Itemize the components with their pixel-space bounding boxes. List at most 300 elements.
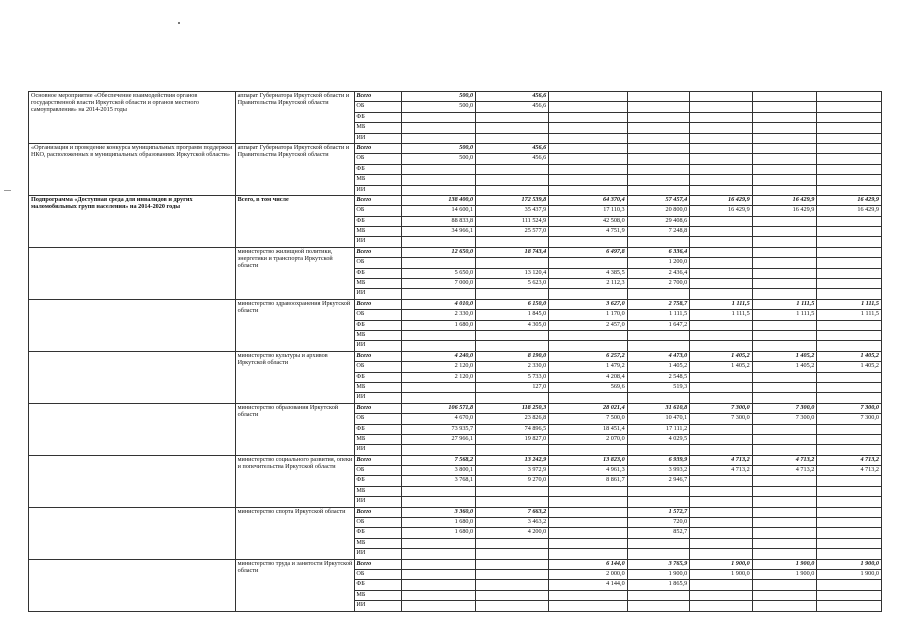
amount-cell xyxy=(476,258,549,268)
amount-cell: 4 713,2 xyxy=(690,466,753,476)
amount-cell xyxy=(752,92,817,102)
amount-cell xyxy=(690,102,753,112)
amount-cell xyxy=(752,133,817,143)
amount-cell: 2 112,3 xyxy=(549,279,627,289)
amount-cell xyxy=(549,123,627,133)
amount-cell: 4 473,0 xyxy=(627,351,690,361)
amount-cell xyxy=(817,258,882,268)
amount-cell xyxy=(690,497,753,507)
executor-name: министерство спорта Иркутской области xyxy=(235,507,355,559)
amount-cell xyxy=(752,497,817,507)
amount-cell xyxy=(817,393,882,403)
amount-cell xyxy=(401,601,475,611)
amount-cell xyxy=(401,580,475,590)
amount-cell: 23 826,8 xyxy=(476,414,549,424)
amount-cell: 4 029,5 xyxy=(627,434,690,444)
amount-cell xyxy=(476,330,549,340)
amount-cell xyxy=(401,289,475,299)
amount-cell xyxy=(752,123,817,133)
amount-cell: 7 663,2 xyxy=(476,507,549,517)
amount-cell xyxy=(401,538,475,548)
amount-cell xyxy=(401,112,475,122)
amount-cell xyxy=(817,601,882,611)
amount-cell xyxy=(627,175,690,185)
amount-cell xyxy=(752,382,817,392)
amount-cell: 1 111,5 xyxy=(690,310,753,320)
amount-cell: 3 765,9 xyxy=(627,559,690,569)
amount-cell: 1 111,5 xyxy=(817,299,882,309)
amount-cell xyxy=(690,216,753,226)
amount-cell xyxy=(549,289,627,299)
amount-cell xyxy=(627,341,690,351)
amount-cell xyxy=(549,497,627,507)
amount-cell xyxy=(817,320,882,330)
amount-cell: 1 111,5 xyxy=(752,299,817,309)
funding-source: Всего xyxy=(355,559,402,569)
amount-cell: 16 429,9 xyxy=(817,195,882,205)
amount-cell: 4 385,5 xyxy=(549,268,627,278)
funding-source: ИИ xyxy=(355,601,402,611)
amount-cell xyxy=(690,486,753,496)
amount-cell xyxy=(627,102,690,112)
amount-cell: 2 457,0 xyxy=(549,320,627,330)
amount-cell: 64 370,4 xyxy=(549,195,627,205)
amount-cell: 4 305,0 xyxy=(476,320,549,330)
amount-cell: 118 250,3 xyxy=(476,403,549,413)
amount-cell: 6 150,0 xyxy=(476,299,549,309)
amount-cell xyxy=(401,341,475,351)
table-row xyxy=(29,559,882,569)
amount-cell: 1 405,2 xyxy=(817,362,882,372)
amount-cell xyxy=(817,247,882,257)
amount-cell: 16 429,9 xyxy=(752,195,817,205)
amount-cell: 4 670,0 xyxy=(401,414,475,424)
funding-source: МБ xyxy=(355,227,402,237)
amount-cell: 6 257,2 xyxy=(549,351,627,361)
funding-source: ОБ xyxy=(355,154,402,164)
amount-cell: 4 208,4 xyxy=(549,372,627,382)
amount-cell xyxy=(476,175,549,185)
amount-cell xyxy=(549,601,627,611)
amount-cell: 1 900,0 xyxy=(752,569,817,579)
funding-source: ОБ xyxy=(355,466,402,476)
amount-cell: 1 170,0 xyxy=(549,310,627,320)
amount-cell: 4 713,2 xyxy=(817,455,882,465)
amount-cell xyxy=(627,154,690,164)
amount-cell: 1 900,0 xyxy=(817,559,882,569)
amount-cell: 3 993,2 xyxy=(627,466,690,476)
amount-cell xyxy=(690,237,753,247)
amount-cell: 6 336,4 xyxy=(627,247,690,257)
amount-cell: 9 270,0 xyxy=(476,476,549,486)
amount-cell: 19 827,0 xyxy=(476,434,549,444)
amount-cell: 2 946,7 xyxy=(627,476,690,486)
amount-cell xyxy=(549,143,627,153)
amount-cell: 2 070,0 xyxy=(549,434,627,444)
amount-cell xyxy=(817,528,882,538)
amount-cell xyxy=(817,486,882,496)
amount-cell: 18 451,4 xyxy=(549,424,627,434)
amount-cell xyxy=(817,549,882,559)
amount-cell: 1 680,0 xyxy=(401,518,475,528)
amount-cell: 1 900,0 xyxy=(690,559,753,569)
amount-cell xyxy=(549,185,627,195)
funding-source: ИИ xyxy=(355,185,402,195)
amount-cell xyxy=(401,258,475,268)
amount-cell xyxy=(817,590,882,600)
activity-description xyxy=(29,351,236,403)
amount-cell xyxy=(690,154,753,164)
funding-source: МБ xyxy=(355,382,402,392)
amount-cell xyxy=(476,590,549,600)
funding-source: ИИ xyxy=(355,289,402,299)
amount-cell xyxy=(549,112,627,122)
amount-cell: 456,6 xyxy=(476,143,549,153)
amount-cell xyxy=(627,497,690,507)
amount-cell xyxy=(690,112,753,122)
amount-cell: 2 436,4 xyxy=(627,268,690,278)
amount-cell: 1 405,2 xyxy=(690,351,753,361)
amount-cell xyxy=(817,279,882,289)
amount-cell xyxy=(627,393,690,403)
activity-description xyxy=(29,299,236,351)
amount-cell: 13 242,9 xyxy=(476,455,549,465)
amount-cell xyxy=(549,164,627,174)
funding-source: МБ xyxy=(355,175,402,185)
amount-cell: 111 524,9 xyxy=(476,216,549,226)
amount-cell xyxy=(752,320,817,330)
funding-source: Всего xyxy=(355,247,402,257)
funding-source: ИИ xyxy=(355,393,402,403)
amount-cell: 74 896,5 xyxy=(476,424,549,434)
amount-cell xyxy=(549,445,627,455)
amount-cell xyxy=(627,92,690,102)
table-row xyxy=(29,455,882,465)
amount-cell xyxy=(752,538,817,548)
amount-cell: 7 568,2 xyxy=(401,455,475,465)
amount-cell xyxy=(752,601,817,611)
amount-cell xyxy=(690,538,753,548)
amount-cell: 2 000,0 xyxy=(549,569,627,579)
amount-cell xyxy=(627,486,690,496)
amount-cell: 1 680,0 xyxy=(401,528,475,538)
amount-cell: 16 429,9 xyxy=(690,195,753,205)
amount-cell xyxy=(476,486,549,496)
amount-cell xyxy=(817,382,882,392)
amount-cell xyxy=(476,123,549,133)
amount-cell: 4 240,0 xyxy=(401,351,475,361)
activity-description: Основное мероприятие «Обеспечение взаимодействия органов государственной власти Иркутской области и органов местного самоуправления» на 2014-2015 годы xyxy=(29,92,236,144)
amount-cell xyxy=(690,268,753,278)
scan-speck xyxy=(178,22,180,24)
amount-cell: 57 457,4 xyxy=(627,195,690,205)
amount-cell xyxy=(476,237,549,247)
amount-cell xyxy=(476,393,549,403)
amount-cell xyxy=(476,289,549,299)
amount-cell: 1 900,0 xyxy=(690,569,753,579)
amount-cell xyxy=(690,185,753,195)
funding-source: ОБ xyxy=(355,518,402,528)
amount-cell xyxy=(752,258,817,268)
amount-cell: 7 500,0 xyxy=(549,414,627,424)
amount-cell xyxy=(752,507,817,517)
amount-cell xyxy=(690,590,753,600)
amount-cell: 500,0 xyxy=(401,143,475,153)
amount-cell xyxy=(817,518,882,528)
executor-name: министерство образования Иркутской области xyxy=(235,403,355,455)
amount-cell: 2 548,5 xyxy=(627,372,690,382)
amount-cell: 73 935,7 xyxy=(401,424,475,434)
amount-cell xyxy=(627,143,690,153)
funding-source: ОБ xyxy=(355,569,402,579)
amount-cell xyxy=(549,258,627,268)
amount-cell: 16 429,9 xyxy=(752,206,817,216)
amount-cell xyxy=(476,497,549,507)
amount-cell xyxy=(627,133,690,143)
amount-cell xyxy=(817,497,882,507)
amount-cell: 127,0 xyxy=(476,382,549,392)
amount-cell xyxy=(476,549,549,559)
amount-cell: 1 111,5 xyxy=(817,310,882,320)
amount-cell xyxy=(549,518,627,528)
amount-cell xyxy=(690,507,753,517)
amount-cell xyxy=(817,445,882,455)
amount-cell xyxy=(549,330,627,340)
amount-cell: 1 900,0 xyxy=(817,569,882,579)
amount-cell xyxy=(817,341,882,351)
amount-cell xyxy=(549,237,627,247)
executor-name: министерство труда и занятости Иркутской области xyxy=(235,559,355,611)
amount-cell xyxy=(817,538,882,548)
amount-cell xyxy=(627,590,690,600)
amount-cell xyxy=(752,247,817,257)
amount-cell xyxy=(401,175,475,185)
amount-cell xyxy=(401,237,475,247)
executor-name: Всего, в том числе xyxy=(235,195,355,247)
amount-cell xyxy=(476,569,549,579)
amount-cell xyxy=(401,382,475,392)
table-row xyxy=(29,403,882,413)
amount-cell: 1 680,0 xyxy=(401,320,475,330)
funding-source: ИИ xyxy=(355,237,402,247)
amount-cell xyxy=(752,590,817,600)
activity-description xyxy=(29,455,236,507)
funding-source: ФБ xyxy=(355,528,402,538)
amount-cell xyxy=(817,289,882,299)
funding-source: ФБ xyxy=(355,476,402,486)
table-row xyxy=(29,92,882,102)
amount-cell: 1 900,0 xyxy=(752,559,817,569)
funding-source: МБ xyxy=(355,590,402,600)
funding-source: МБ xyxy=(355,538,402,548)
amount-cell: 7 248,8 xyxy=(627,227,690,237)
amount-cell xyxy=(401,330,475,340)
amount-cell: 500,0 xyxy=(401,154,475,164)
amount-cell xyxy=(690,434,753,444)
amount-cell xyxy=(401,123,475,133)
amount-cell xyxy=(817,268,882,278)
amount-cell xyxy=(627,123,690,133)
activity-description: Подпрограмма «Доступная среда для инвалидов и других маломобильных групп населения» на 2014-2020 годы xyxy=(29,195,236,247)
amount-cell xyxy=(476,164,549,174)
amount-cell: 1 405,2 xyxy=(752,351,817,361)
amount-cell: 1 405,2 xyxy=(690,362,753,372)
activity-description xyxy=(29,559,236,611)
table-row xyxy=(29,299,882,309)
amount-cell xyxy=(817,372,882,382)
amount-cell: 7 300,0 xyxy=(817,414,882,424)
funding-source: Всего xyxy=(355,507,402,517)
funding-source: ФБ xyxy=(355,268,402,278)
amount-cell xyxy=(690,528,753,538)
amount-cell: 6 144,0 xyxy=(549,559,627,569)
amount-cell: 3 463,2 xyxy=(476,518,549,528)
amount-cell xyxy=(549,133,627,143)
funding-source: Всего xyxy=(355,403,402,413)
amount-cell xyxy=(401,559,475,569)
amount-cell xyxy=(690,476,753,486)
amount-cell: 7 300,0 xyxy=(752,414,817,424)
amount-cell xyxy=(752,279,817,289)
amount-cell xyxy=(817,154,882,164)
amount-cell: 1 572,7 xyxy=(627,507,690,517)
amount-cell xyxy=(690,549,753,559)
amount-cell xyxy=(627,112,690,122)
amount-cell: 4 713,2 xyxy=(752,466,817,476)
amount-cell: 1 845,0 xyxy=(476,310,549,320)
funding-source: МБ xyxy=(355,486,402,496)
amount-cell: 20 800,0 xyxy=(627,206,690,216)
amount-cell: 35 437,9 xyxy=(476,206,549,216)
amount-cell: 4 010,0 xyxy=(401,299,475,309)
amount-cell xyxy=(627,549,690,559)
amount-cell xyxy=(549,486,627,496)
amount-cell: 5 650,0 xyxy=(401,268,475,278)
amount-cell xyxy=(476,133,549,143)
amount-cell: 4 751,9 xyxy=(549,227,627,237)
amount-cell: 106 571,8 xyxy=(401,403,475,413)
amount-cell xyxy=(817,216,882,226)
amount-cell xyxy=(817,330,882,340)
amount-cell xyxy=(817,164,882,174)
amount-cell xyxy=(752,237,817,247)
amount-cell: 6 939,9 xyxy=(627,455,690,465)
amount-cell: 17 110,3 xyxy=(549,206,627,216)
funding-source: Всего xyxy=(355,299,402,309)
amount-cell xyxy=(476,185,549,195)
amount-cell: 13 120,4 xyxy=(476,268,549,278)
amount-cell: 2 120,0 xyxy=(401,362,475,372)
amount-cell: 1 900,0 xyxy=(627,569,690,579)
amount-cell xyxy=(549,341,627,351)
amount-cell xyxy=(549,175,627,185)
amount-cell xyxy=(401,133,475,143)
amount-cell: 720,0 xyxy=(627,518,690,528)
amount-cell xyxy=(401,590,475,600)
amount-cell xyxy=(401,393,475,403)
amount-cell: 1 111,5 xyxy=(690,299,753,309)
amount-cell xyxy=(401,164,475,174)
amount-cell xyxy=(690,279,753,289)
amount-cell: 500,0 xyxy=(401,92,475,102)
amount-cell: 16 429,9 xyxy=(690,206,753,216)
amount-cell xyxy=(817,476,882,486)
amount-cell: 28 021,4 xyxy=(549,403,627,413)
amount-cell: 456,6 xyxy=(476,102,549,112)
amount-cell xyxy=(690,247,753,257)
amount-cell: 1 405,2 xyxy=(627,362,690,372)
amount-cell: 42 508,0 xyxy=(549,216,627,226)
amount-cell xyxy=(627,289,690,299)
amount-cell xyxy=(690,580,753,590)
amount-cell xyxy=(476,601,549,611)
amount-cell: 519,3 xyxy=(627,382,690,392)
amount-cell xyxy=(817,507,882,517)
amount-cell xyxy=(690,227,753,237)
amount-cell: 88 833,8 xyxy=(401,216,475,226)
funding-source: ОБ xyxy=(355,414,402,424)
funding-source: МБ xyxy=(355,434,402,444)
amount-cell xyxy=(752,185,817,195)
amount-cell: 569,6 xyxy=(549,382,627,392)
amount-cell xyxy=(817,185,882,195)
amount-cell: 1 405,2 xyxy=(752,362,817,372)
amount-cell xyxy=(752,289,817,299)
amount-cell xyxy=(690,330,753,340)
amount-cell: 5 733,0 xyxy=(476,372,549,382)
funding-source: ОБ xyxy=(355,258,402,268)
amount-cell xyxy=(752,372,817,382)
amount-cell: 25 577,0 xyxy=(476,227,549,237)
funding-source: ФБ xyxy=(355,320,402,330)
amount-cell: 1 111,5 xyxy=(752,310,817,320)
amount-cell: 7 000,0 xyxy=(401,279,475,289)
amount-cell xyxy=(401,569,475,579)
amount-cell xyxy=(690,133,753,143)
amount-cell xyxy=(476,538,549,548)
amount-cell xyxy=(817,580,882,590)
amount-cell: 456,6 xyxy=(476,154,549,164)
amount-cell xyxy=(817,424,882,434)
amount-cell xyxy=(690,123,753,133)
funding-source: ИИ xyxy=(355,497,402,507)
amount-cell xyxy=(752,528,817,538)
amount-cell: 27 966,1 xyxy=(401,434,475,444)
amount-cell xyxy=(817,175,882,185)
funding-source: МБ xyxy=(355,330,402,340)
amount-cell: 3 627,0 xyxy=(549,299,627,309)
amount-cell xyxy=(817,434,882,444)
amount-cell: 4 961,3 xyxy=(549,466,627,476)
amount-cell: 34 966,1 xyxy=(401,227,475,237)
funding-source: ФБ xyxy=(355,216,402,226)
amount-cell: 29 408,6 xyxy=(627,216,690,226)
amount-cell xyxy=(752,518,817,528)
amount-cell: 852,7 xyxy=(627,528,690,538)
amount-cell xyxy=(752,424,817,434)
amount-cell xyxy=(627,330,690,340)
amount-cell xyxy=(752,268,817,278)
funding-source: ОБ xyxy=(355,310,402,320)
amount-cell xyxy=(690,92,753,102)
amount-cell xyxy=(752,445,817,455)
amount-cell xyxy=(752,580,817,590)
amount-cell: 12 650,0 xyxy=(401,247,475,257)
amount-cell xyxy=(627,445,690,455)
amount-cell xyxy=(752,112,817,122)
amount-cell xyxy=(752,102,817,112)
amount-cell: 2 758,7 xyxy=(627,299,690,309)
